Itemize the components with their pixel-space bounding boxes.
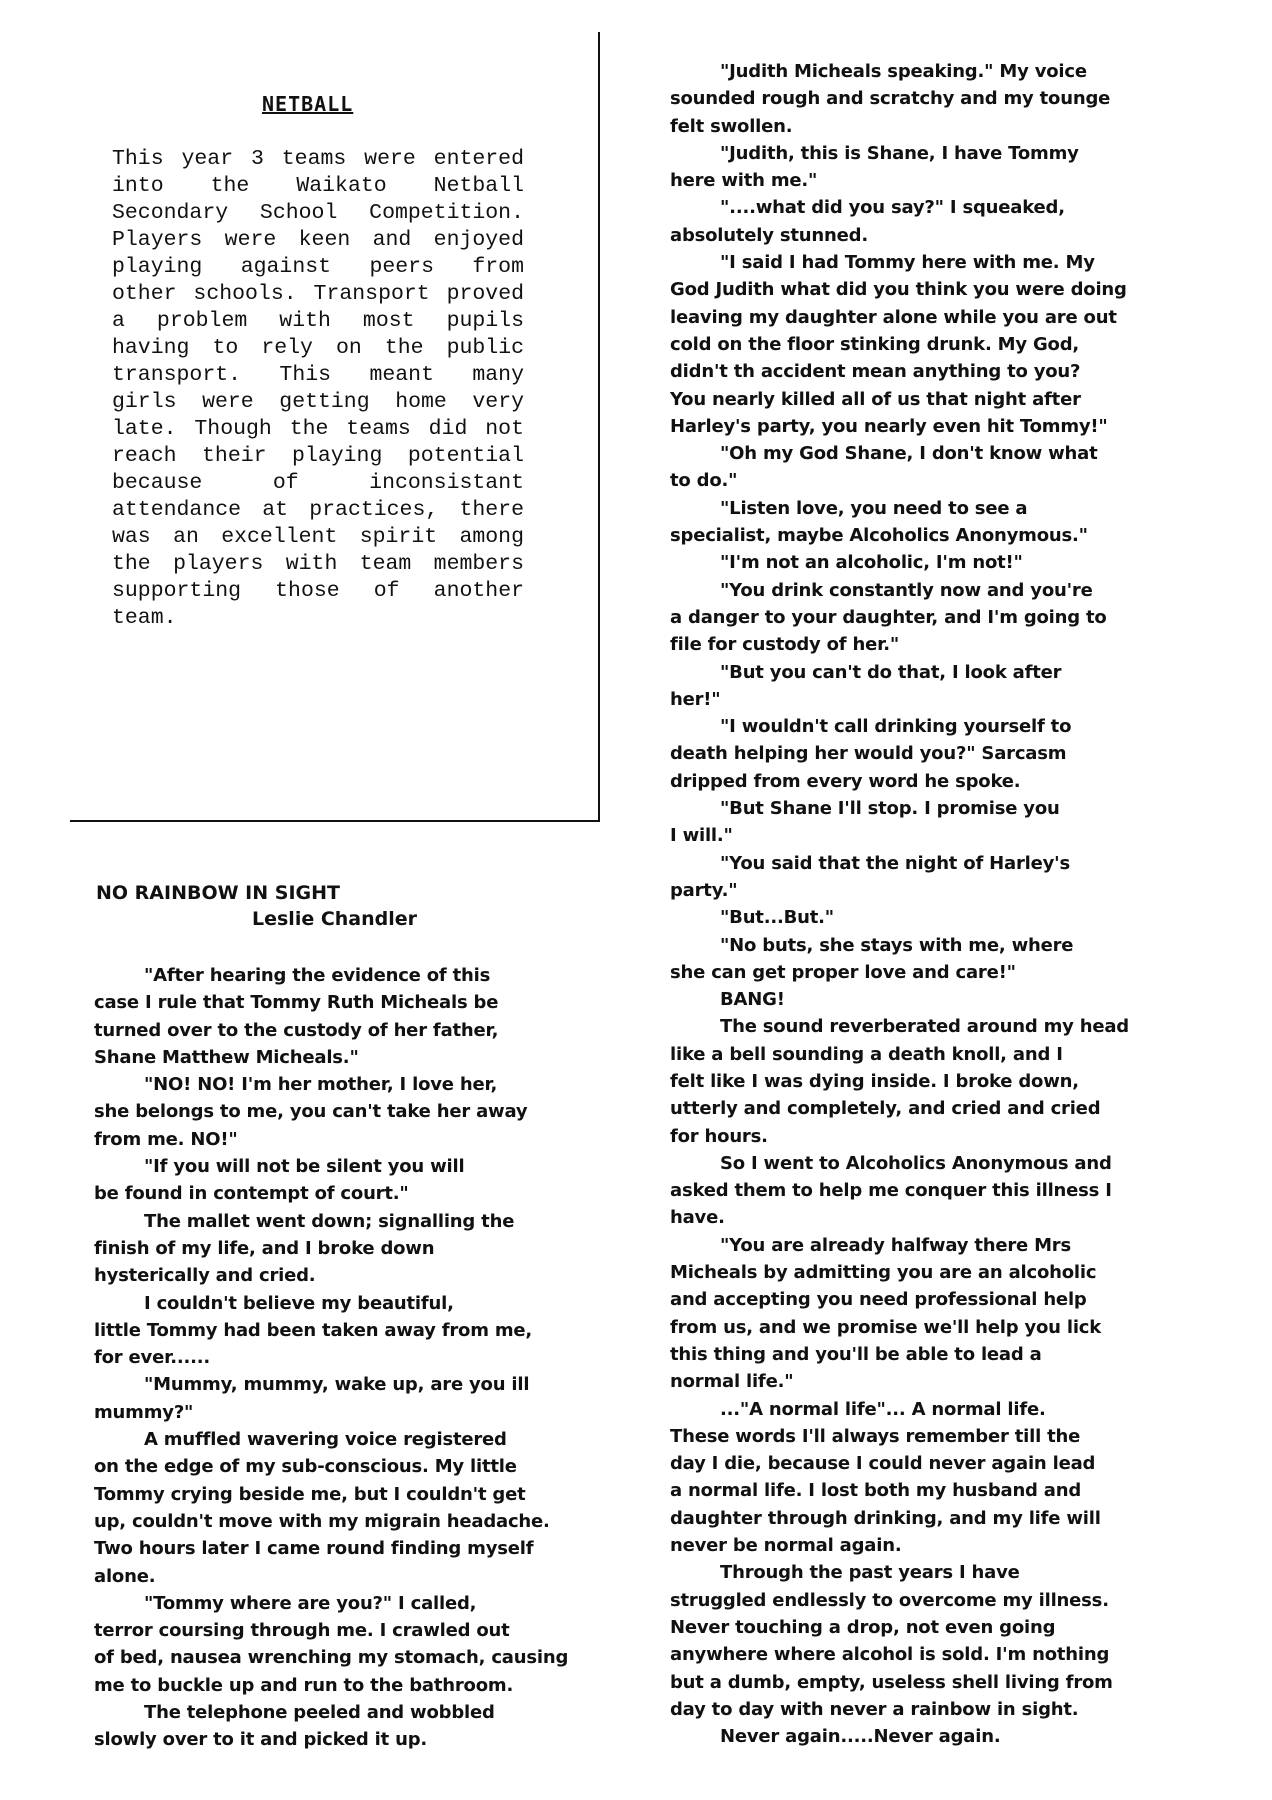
story-paragraph: "Judith Micheals speaking." My voice sounded rough and scratchy and my tounge felt swollen. bbox=[670, 61, 1111, 137]
story-paragraph: "But...But." bbox=[720, 907, 834, 929]
story-paragraph: So I went to Alcoholics Anonymous and asked them to help me conquer this illness I have. bbox=[670, 1152, 1112, 1229]
story-paragraph: "You are already halfway there Mrs Micheals by admitting you are an alcoholic and accepting you need professional help from us, and we promise we'll help you lick this thing and you'll be able to lead a normal life." bbox=[670, 1234, 1102, 1393]
story-paragraph: BANG! bbox=[720, 989, 785, 1011]
story-paragraph: Through the past years I have struggled endlessly to overcome my illness. Never touching a drop, not even going anywhere where alcohol is sold. I'm nothing but a dumb, empty, useless shell living from day to day with never a rainbow in sight. bbox=[670, 1562, 1113, 1720]
story-paragraph: "I'm not an alcoholic, I'm not!" bbox=[720, 552, 1023, 574]
story-paragraph: "Mummy, mummy, wake up, are you ill mummy?" bbox=[94, 1374, 530, 1423]
story-paragraph: The telephone peeled and wobbled slowly over to it and picked it up. bbox=[94, 1702, 495, 1751]
story-title: NO RAINBOW IN SIGHT bbox=[96, 882, 340, 904]
netball-body: This year 3 teams were entered into the Waikato Netball Secondary School Competition. Players were keen and enjoyed playing against peers from other schools. Transport proved a problem with most pupils having to rely on the public transport. This meant many girls were getting home very late. Though the teams did not reach their playing potential because of inconsistant attendance at practices, there was an excellent spirit among the players with team members supporting those of another team. bbox=[112, 147, 524, 630]
story-paragraph: "Judith, this is Shane, I have Tommy here with me." bbox=[670, 142, 1079, 192]
story-paragraph: ..."A normal life"... A normal life. These words I'll always remember till the day I die, because I could never again lead a normal life. I lost both my husband and daughter through drinking, and my life will never be normal again. bbox=[670, 1398, 1101, 1557]
story-paragraph: "Tommy where are you?" I called, terror coursing through me. I crawled out of bed, nausea wrenching my stomach, causing me to buckle up and run to the bathroom. bbox=[94, 1592, 569, 1696]
story-paragraph: "You drink constantly now and you're a danger to your daughter, and I'm going to file for custody of her." bbox=[670, 579, 1107, 656]
story-column-right bbox=[670, 58, 1190, 1750]
story-column-left bbox=[94, 962, 644, 1754]
story-paragraph: The sound reverberated around my head like a bell sounding a death knoll, and I felt like I was dying inside. I broke down, utterly and completely, and cried and cried for hours. bbox=[670, 1016, 1129, 1147]
story-paragraph: The mallet went down; signalling the finish of my life, and I broke down hysterically and cried. bbox=[94, 1210, 515, 1287]
story-paragraph: "NO! NO! I'm her mother, I love her, she belongs to me, you can't take her away from me. NO!" bbox=[94, 1074, 528, 1150]
story-paragraph: "I wouldn't call drinking yourself to death helping her would you?" Sarcasm dripped from every word he spoke. bbox=[670, 716, 1072, 792]
story-author: Leslie Chandler bbox=[252, 908, 418, 930]
story-paragraph: Never again.....Never again. bbox=[720, 1726, 1001, 1748]
story-paragraph: A muffled wavering voice registered on the edge of my sub-conscious. My little Tommy crying beside me, but I couldn't get up, couldn't move with my migrain headache. Two hours later I came round finding myself alone. bbox=[94, 1429, 550, 1587]
story-paragraph: I couldn't believe my beautiful, little Tommy had been taken away from me, for ever...... bbox=[94, 1292, 533, 1369]
story-paragraph: "But you can't do that, I look after her!" bbox=[670, 661, 1062, 710]
story-paragraph: "If you will not be silent you will be found in contempt of court." bbox=[94, 1156, 465, 1205]
story-paragraph: "You said that the night of Harley's party." bbox=[670, 852, 1070, 901]
story-paragraph: "I said I had Tommy here with me. My God Judith what did you think you were doing leaving my daughter alone while you are out cold on the floor stinking drunk. My God, didn't th accident mean anything to you? You nearly killed all of us that night after Harley's party, you nearly even hit Tommy!" bbox=[670, 252, 1127, 437]
story-paragraph: "Listen love, you need to see a specialist, maybe Alcoholics Anonymous." bbox=[670, 497, 1088, 547]
story-paragraph: "Oh my God Shane, I don't know what to do." bbox=[670, 443, 1098, 492]
netball-title: NETBALL bbox=[262, 92, 354, 116]
story-paragraph: "....what did you say?" I squeaked, absolutely stunned. bbox=[670, 197, 1065, 246]
story-paragraph: "But Shane I'll stop. I promise you I will." bbox=[670, 798, 1060, 847]
story-paragraph: "After hearing the evidence of this case I rule that Tommy Ruth Micheals be turned over to the custody of her father, Shane Matthew Micheals." bbox=[94, 965, 499, 1068]
story-paragraph: "No buts, she stays with me, where she can get proper love and care!" bbox=[670, 934, 1074, 983]
